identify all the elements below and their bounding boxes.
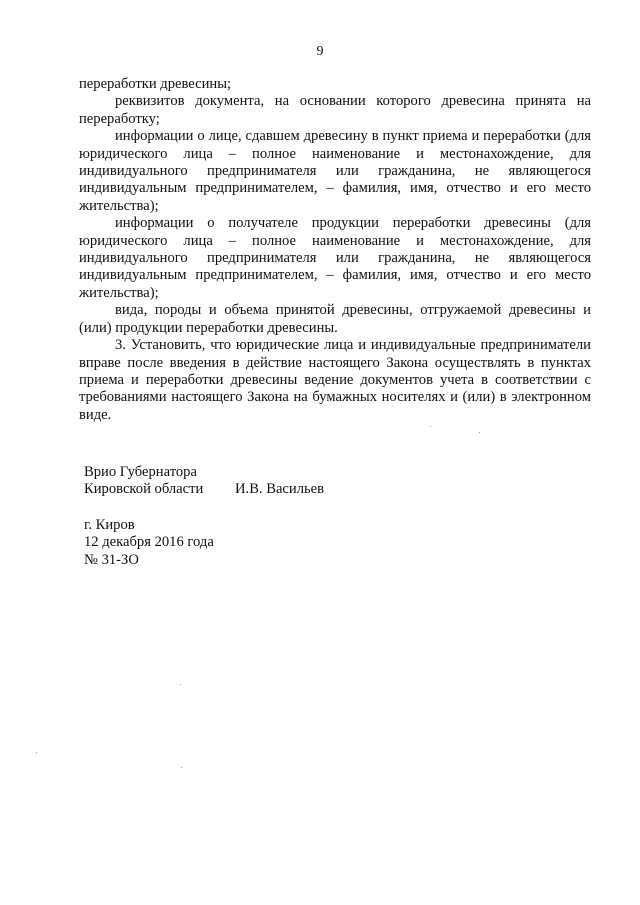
signature-position-line1-row bbox=[84, 464, 324, 481]
scan-speck bbox=[181, 767, 182, 768]
paragraph-1: переработки древесины; bbox=[79, 76, 232, 92]
scan-speck bbox=[479, 432, 480, 433]
paragraph-3: информации о лице, сдавшем древесину в пункт приема и переработки (для юридического лица – полное наименование и местонахождение, для индивидуального предпринимателя или гражданина, не являющегося индивидуальным предпринимателем, – фамилия, имя, отчество и его место жительства); bbox=[79, 128, 591, 214]
place: г. Киров bbox=[84, 517, 135, 533]
signature-block bbox=[84, 464, 324, 499]
paragraph-6: 3. Установить, что юридические лица и индивидуальные предприниматели вправе после введения в действие настоящего Закона осуществлять в пунктах приема и переработки древесины ведение документов учета в соответствии с требованиями настоящего Закона на бумажных носителях и (или) в электронном виде. bbox=[79, 337, 591, 423]
document-body bbox=[79, 76, 591, 424]
paragraph-5: вида, породы и объема принятой древесины, отгружаемой древесины и (или) продукции переработки древесины. bbox=[79, 302, 591, 336]
date: 12 декабря 2016 года bbox=[84, 534, 214, 551]
place-date-block bbox=[84, 517, 214, 569]
paragraph-4: информации о получателе продукции переработки древесины (для юридического лица – полное наименование и местонахождение, для индивидуального предпринимателя или гражданина, не являющегося индивидуальным предпринимателем, – фамилия, имя, отчество и его место жительства); bbox=[79, 215, 591, 301]
law-number: № 31-ЗО bbox=[84, 551, 139, 568]
signature-position-line2: Кировской области bbox=[84, 481, 204, 498]
paragraph-2: реквизитов документа, на основании которого древесина принята на переработку; bbox=[79, 93, 591, 127]
signature-position-line1: Врио Губернатора bbox=[84, 464, 197, 480]
page-number: 9 bbox=[316, 44, 324, 59]
signatory-name: И.В. Васильев bbox=[235, 481, 325, 498]
signature-position-line2-row bbox=[84, 481, 324, 498]
scan-speck bbox=[430, 426, 431, 427]
scan-speck bbox=[36, 752, 37, 753]
scan-speck bbox=[180, 684, 181, 685]
